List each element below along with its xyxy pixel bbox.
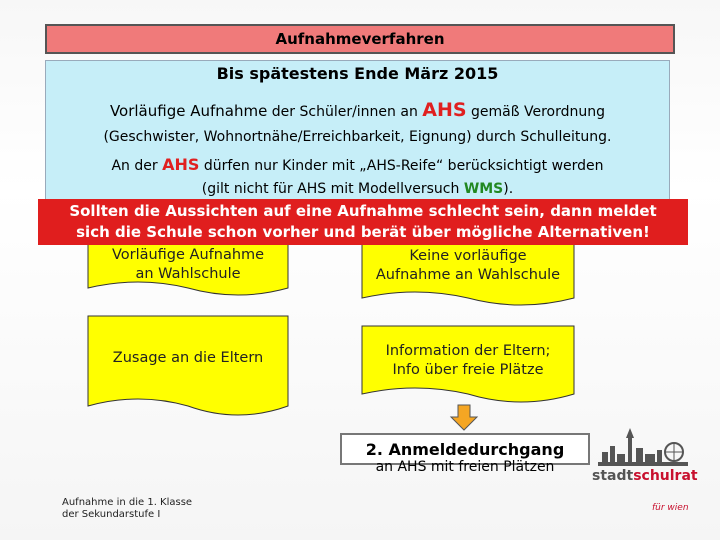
text-line: Info über freie Plätze: [392, 362, 544, 378]
text-line: Aufnahme an Wahlschule: [375, 267, 561, 283]
box-right-bottom-text: [362, 342, 574, 380]
text-line: Vorläufige Aufnahme: [111, 247, 265, 263]
text-fragment: An der: [111, 158, 163, 174]
deadline-heading: Bis spätestens Ende März 2015: [216, 64, 499, 83]
box-left-top-text: [88, 246, 288, 284]
info-line-2: (Geschwister, Wohnortnähe/Erreichbarkeit, Eignung) durch Schulleitung.: [103, 129, 612, 145]
ahs-highlight: AHS: [162, 155, 200, 174]
title-text: Aufnahmeverfahren: [275, 30, 445, 48]
wms-highlight: WMS: [463, 181, 504, 197]
label-vorlaeufige-aufnahme: Vorläufige Aufnahme: [109, 102, 268, 120]
box-right-top-text: [362, 247, 574, 285]
text-fragment: (gilt nicht für AHS mit Modellversuch: [201, 181, 464, 197]
second-round-subtitle: an AHS mit freien Plätzen: [375, 459, 555, 475]
text-line: Information der Eltern;: [385, 343, 551, 359]
footnote-line-1: Aufnahme in die 1. Klasse: [62, 497, 193, 508]
logo-wordmark: [592, 468, 698, 484]
footnote-line-2: der Sekundarstufe I: [62, 509, 161, 520]
box-left-bottom-text: [88, 349, 288, 368]
text-line: an Wahlschule: [135, 266, 241, 282]
text-line: Zusage an die Eltern: [112, 350, 264, 366]
text-fragment: der Schüler/innen an: [267, 104, 423, 120]
text-fragment: ).: [503, 181, 514, 197]
second-round-title: 2. Anmeldedurchgang: [365, 439, 565, 459]
warning-banner: [38, 199, 688, 245]
ahs-highlight: AHS: [422, 99, 467, 121]
text-line: Keine vorläufige: [409, 248, 527, 264]
arrow-down-icon: [451, 405, 477, 430]
footnote: [62, 497, 192, 521]
text-fragment: dürfen nur Kinder mit „AHS-Reife“ berücksichtigt werden: [199, 158, 604, 174]
logo-part-2: schulrat: [633, 468, 698, 484]
warning-line-1: Sollten die Aussichten auf eine Aufnahme schlecht sein, dann meldet: [69, 202, 657, 220]
logo-tagline: für wien: [652, 503, 689, 513]
warning-line-2: sich die Schule schon vorher und berät über mögliche Alternativen!: [76, 223, 650, 241]
logo-part-1: stadt: [592, 468, 634, 484]
text-fragment: gemäß Verordnung: [466, 104, 606, 120]
